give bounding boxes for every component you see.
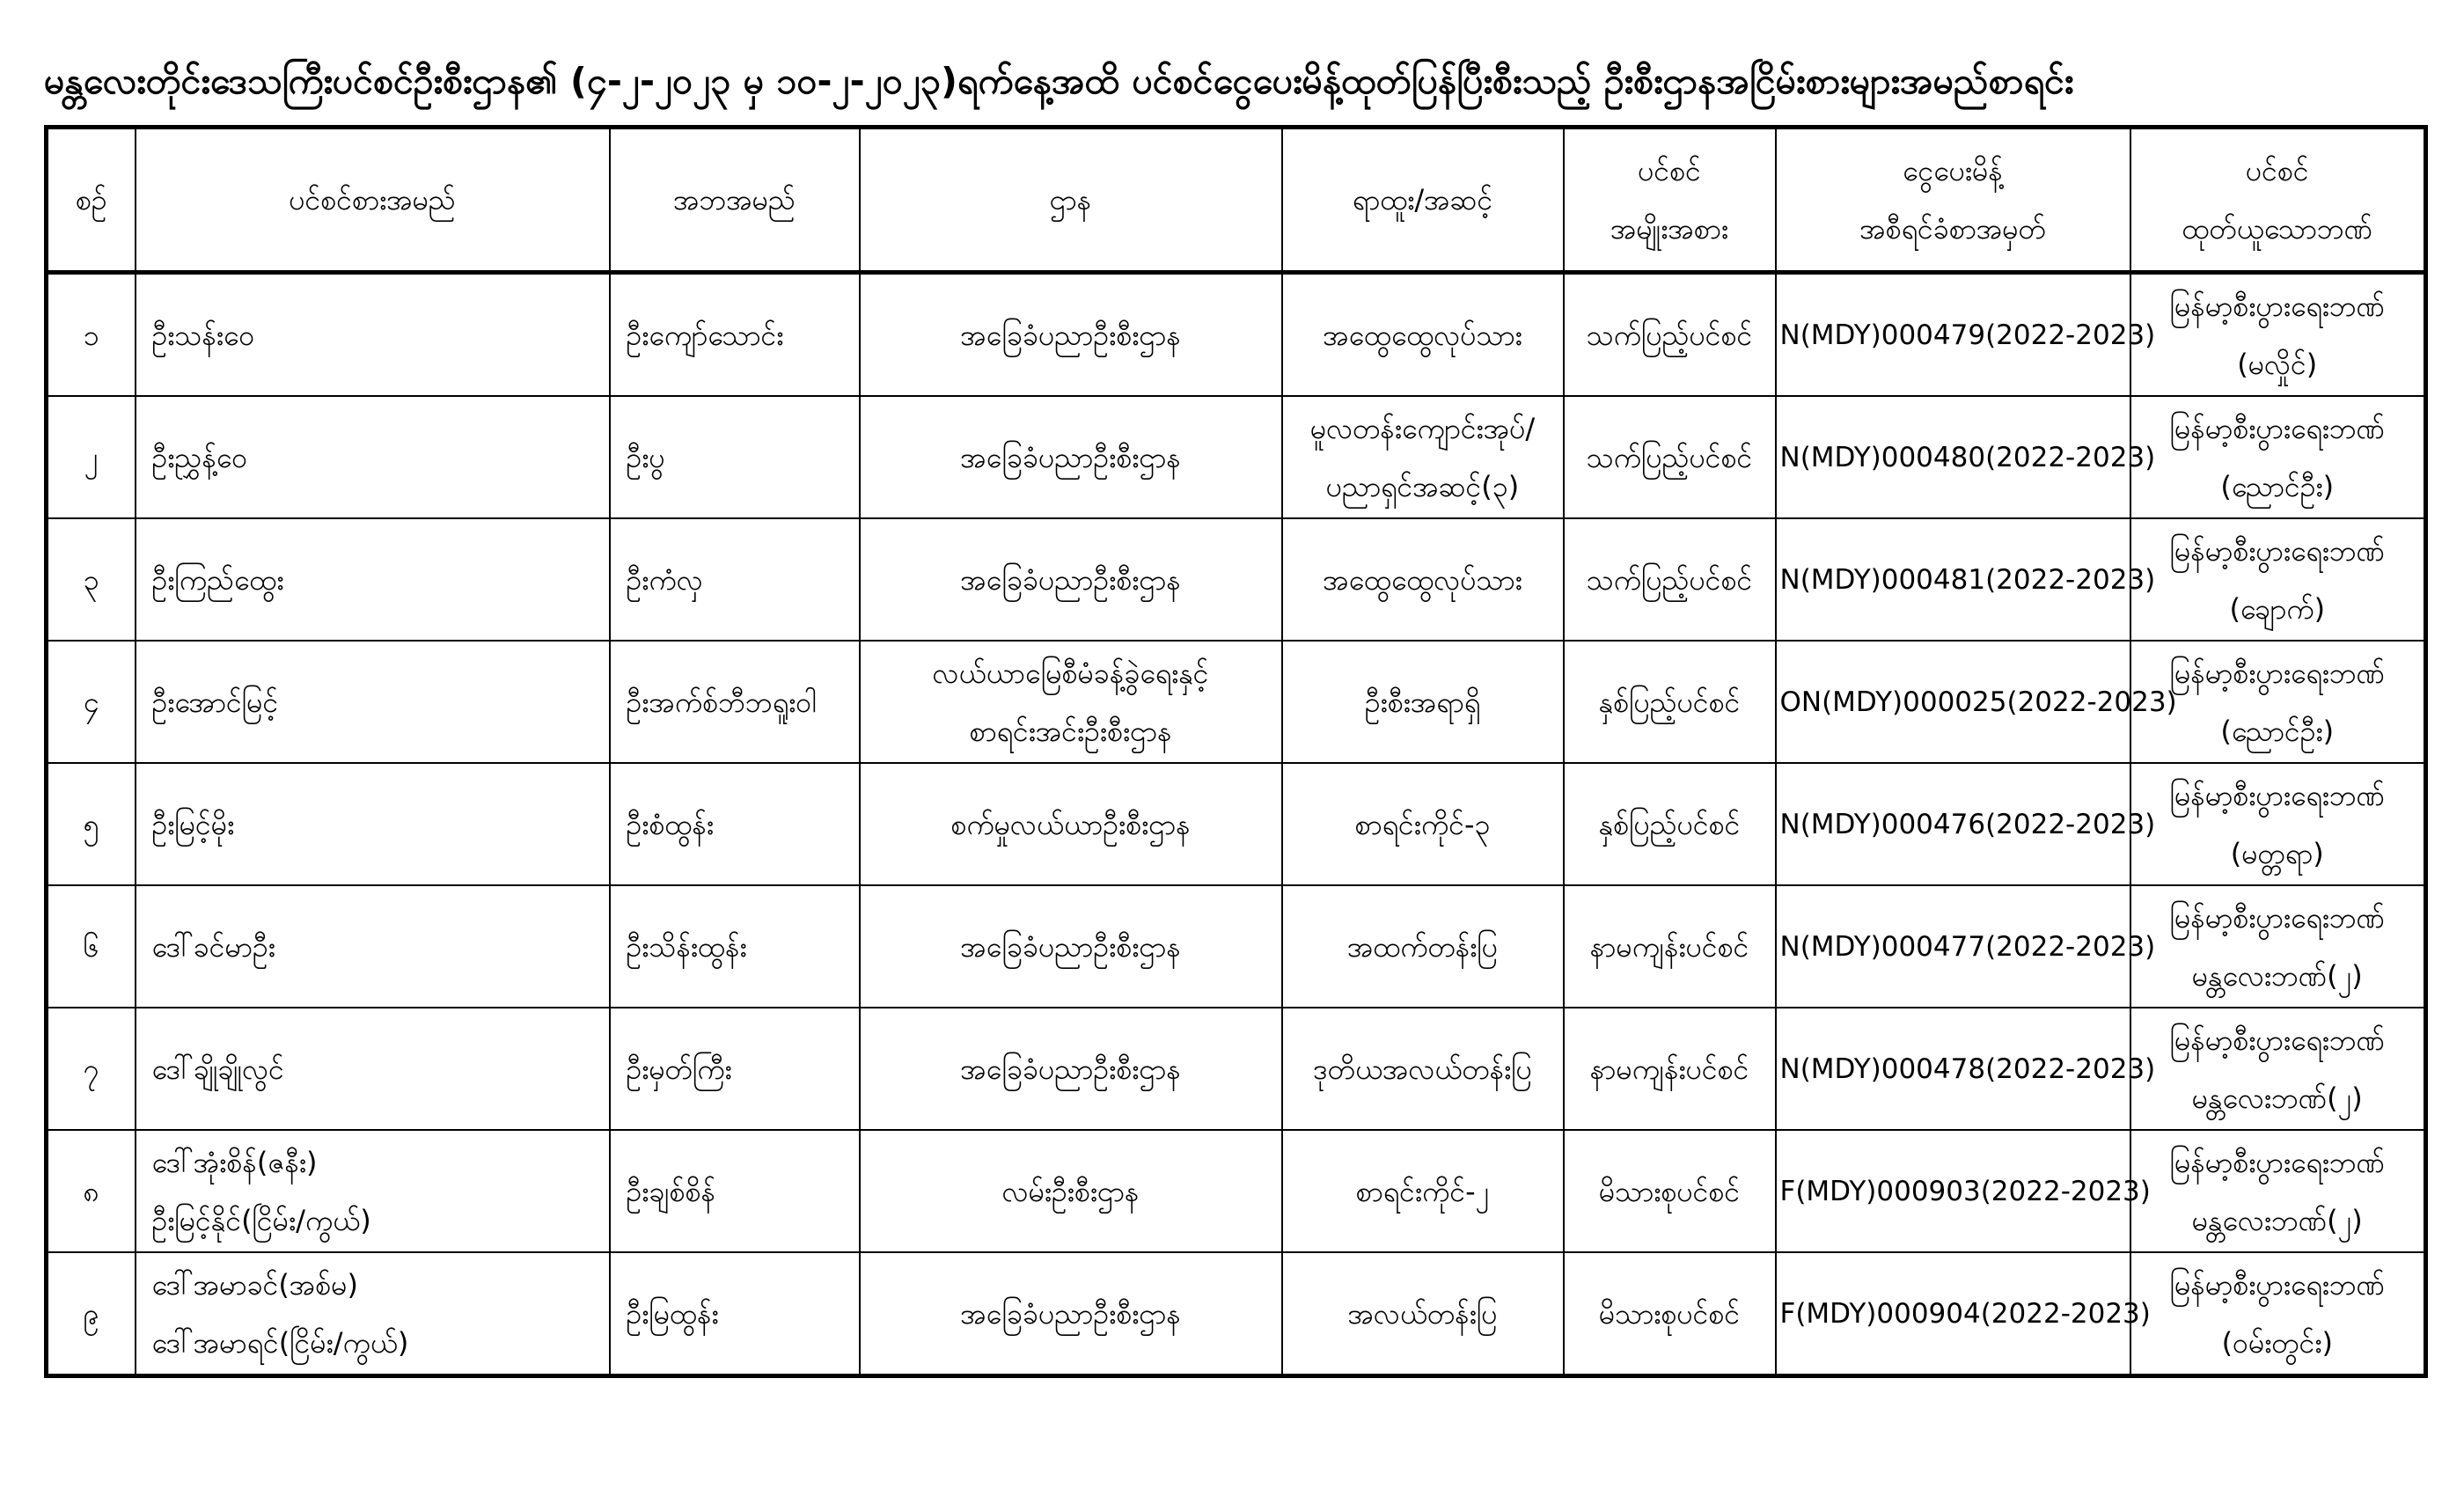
cell-pension-type: သက်ပြည့်ပင်စင် <box>1564 518 1776 641</box>
cell-department-line: အခြေခံပညာဦးစီးဌာန <box>960 440 1181 474</box>
cell-name <box>136 1008 610 1130</box>
cell-department-line: စက်မှုလယ်ယာဦးစီးဌာန <box>950 807 1191 841</box>
cell-bank-line: မန္တလေးဘဏ်(၂) <box>2191 1203 2363 1237</box>
cell-bank-line: မြန်မာ့စီးပွားရေးဘဏ် <box>2169 656 2385 690</box>
table-row <box>47 518 2426 641</box>
cell-name-line: ဒေါ်အမာခင်(အစ်မ) <box>151 1267 358 1302</box>
cell-no: ၁ <box>47 273 136 397</box>
pension-list-table <box>44 125 2428 1378</box>
cell-rank <box>1282 1008 1564 1130</box>
cell-father: ဦးသိန်းထွန်း <box>610 885 860 1008</box>
cell-father: ဦးပွ <box>610 396 860 518</box>
cell-bank <box>2130 518 2426 641</box>
table-row <box>47 641 2426 763</box>
cell-rank-line: ဒုတိယအလယ်တန်းပြ <box>1313 1052 1532 1086</box>
header-bank <box>2130 128 2426 273</box>
cell-rank-line: အထွေထွေလုပ်သား <box>1323 562 1522 597</box>
cell-pension-type: နာမကျန်းပင်စင် <box>1564 885 1776 1008</box>
cell-rank-line: အထက်တန်းပြ <box>1346 929 1499 964</box>
cell-pension-type: မိသားစုပင်စင် <box>1564 1130 1776 1252</box>
table-row <box>47 1130 2426 1252</box>
cell-department <box>860 885 1282 1008</box>
cell-rank-line: မူလတန်းကျောင်းအုပ်/ <box>1309 411 1536 445</box>
cell-order-number: N(MDY)000480(2022-2023) <box>1776 396 2130 518</box>
cell-pension-type: သက်ပြည့်ပင်စင် <box>1564 273 1776 397</box>
cell-department <box>860 763 1282 885</box>
header-rank <box>1282 128 1564 273</box>
cell-department <box>860 641 1282 763</box>
cell-bank-line: မြန်မာ့စီးပွားရေးဘဏ် <box>2169 289 2385 323</box>
header-text-line: ဌာန <box>1049 183 1092 216</box>
header-text-line: စဉ် <box>75 183 107 216</box>
cell-bank <box>2130 273 2426 397</box>
header-order-number <box>1776 128 2130 273</box>
table-header-row <box>47 128 2426 273</box>
document-title: မန္တလေးတိုင်းဒေသကြီးပင်စင်ဦးစီးဌာန၏ (၄-၂-၂၀၂၃ မှ ၁၀-၂-၂၀၂၃)ရက်နေ့အထိ ပင်စင်ငွေပေးမိန့်ထုတ်ပြန်ပြီးစီးသည့် ဦးစီးဌာနအငြိမ်းစားများအမည်စာရင်း <box>44 60 2074 102</box>
cell-rank-line: အထွေထွေလုပ်သား <box>1323 318 1522 352</box>
cell-bank-line: မန္တလေးဘဏ်(၂) <box>2191 1081 2363 1115</box>
table-row <box>47 763 2426 885</box>
header-text-line: ပင်စင်စားအမည် <box>289 183 456 216</box>
cell-rank <box>1282 396 1564 518</box>
table-body <box>47 273 2426 1376</box>
cell-name-line: ဦးမြင့်နိုင်(ငြိမ်း/ကွယ်) <box>151 1203 371 1237</box>
cell-pension-type: မိသားစုပင်စင် <box>1564 1252 1776 1376</box>
cell-bank <box>2130 396 2426 518</box>
cell-department-line: အခြေခံပညာဦးစီးဌာန <box>960 1296 1181 1331</box>
cell-no: ၈ <box>47 1130 136 1252</box>
table-row <box>47 1252 2426 1376</box>
cell-bank-line: (ဝမ်းတွင်း) <box>2221 1325 2333 1360</box>
header-pension-type <box>1564 128 1776 273</box>
header-text-line: အဘအမည် <box>673 183 796 216</box>
cell-rank <box>1282 1130 1564 1252</box>
cell-order-number: F(MDY)000903(2022-2023) <box>1776 1130 2130 1252</box>
cell-rank-line: စာရင်းကိုင်-၂ <box>1355 1174 1490 1208</box>
cell-bank-line: မြန်မာ့စီးပွားရေးဘဏ် <box>2169 1267 2385 1302</box>
cell-name-line: ဒေါ်အုံးစိန်(ဇနီး) <box>151 1145 318 1179</box>
cell-pension-type: နှစ်ပြည့်ပင်စင် <box>1564 641 1776 763</box>
cell-name-line: ဦးအောင်မြင့် <box>151 685 279 719</box>
cell-order-number: N(MDY)000478(2022-2023) <box>1776 1008 2130 1130</box>
table-row <box>47 1008 2426 1130</box>
cell-name <box>136 273 610 397</box>
cell-bank <box>2130 1130 2426 1252</box>
cell-bank <box>2130 763 2426 885</box>
header-text-line: ပင်စင် <box>1638 154 1701 187</box>
cell-rank <box>1282 518 1564 641</box>
cell-department <box>860 1130 1282 1252</box>
cell-name <box>136 641 610 763</box>
cell-rank-line: အလယ်တန်းပြ <box>1347 1296 1498 1331</box>
cell-pension-type: သက်ပြည့်ပင်စင် <box>1564 396 1776 518</box>
cell-bank-line: (မလှိုင်) <box>2237 347 2318 381</box>
cell-name-line: ဦးညွှန့်ဝေ <box>151 440 248 474</box>
cell-order-number: ON(MDY)000025(2022-2023) <box>1776 641 2130 763</box>
cell-bank-line: မြန်မာ့စီးပွားရေးဘဏ် <box>2169 1023 2385 1057</box>
cell-bank-line: မြန်မာ့စီးပွားရေးဘဏ် <box>2169 1145 2385 1179</box>
cell-no: ၄ <box>47 641 136 763</box>
cell-name <box>136 763 610 885</box>
cell-department-line: အခြေခံပညာဦးစီးဌာန <box>960 562 1181 597</box>
cell-rank-line: ဦးစီးအရာရှိ <box>1364 685 1481 719</box>
cell-department-line: လမ်းဦးစီးဌာန <box>1001 1174 1140 1208</box>
header-no <box>47 128 136 273</box>
cell-father: ဦးကံလှ <box>610 518 860 641</box>
cell-rank <box>1282 885 1564 1008</box>
cell-bank-line: မြန်မာ့စီးပွားရေးဘဏ် <box>2169 900 2385 935</box>
header-text-line: ရာထူး/အဆင့် <box>1352 183 1493 216</box>
cell-department-line: စာရင်းအင်းဦးစီးဌာန <box>969 714 1172 748</box>
cell-name <box>136 1130 610 1252</box>
cell-no: ၂ <box>47 396 136 518</box>
cell-name-line: ဦးကြည်ထွေး <box>151 562 284 597</box>
cell-order-number: F(MDY)000904(2022-2023) <box>1776 1252 2130 1376</box>
cell-no: ၅ <box>47 763 136 885</box>
cell-father: ဦးစံထွန်း <box>610 763 860 885</box>
cell-no: ၇ <box>47 1008 136 1130</box>
cell-name <box>136 396 610 518</box>
cell-rank <box>1282 1252 1564 1376</box>
cell-bank-line: (ညောင်ဦး) <box>2220 469 2335 503</box>
cell-father: ဦးမှတ်ကြီး <box>610 1008 860 1130</box>
cell-father: ဦးချစ်စိန် <box>610 1130 860 1252</box>
cell-department <box>860 518 1282 641</box>
cell-bank-line: မြန်မာ့စီးပွားရေးဘဏ် <box>2169 778 2385 812</box>
cell-rank-line: ပညာရှင်အဆင့်(၃) <box>1325 469 1520 503</box>
cell-order-number: N(MDY)000481(2022-2023) <box>1776 518 2130 641</box>
header-name <box>136 128 610 273</box>
cell-bank-line: (မတ္တရာ) <box>2230 836 2324 870</box>
cell-order-number: N(MDY)000479(2022-2023) <box>1776 273 2130 397</box>
cell-department <box>860 273 1282 397</box>
cell-bank-line: (ချောက်) <box>2229 591 2326 626</box>
cell-rank <box>1282 641 1564 763</box>
cell-name <box>136 885 610 1008</box>
table-row <box>47 273 2426 397</box>
cell-pension-type: နာမကျန်းပင်စင် <box>1564 1008 1776 1130</box>
cell-department <box>860 1252 1282 1376</box>
cell-name-line: ဦးသန်းဝေ <box>151 318 255 352</box>
cell-rank-line: စာရင်းကိုင်-၃ <box>1354 807 1491 841</box>
cell-department-line: အခြေခံပညာဦးစီးဌာန <box>960 929 1181 964</box>
cell-name <box>136 518 610 641</box>
cell-department <box>860 396 1282 518</box>
cell-name <box>136 1252 610 1376</box>
cell-name-line: ဒေါ်အမာရင်(ငြိမ်း/ကွယ်) <box>151 1325 409 1360</box>
cell-bank-line: မန္တလေးဘဏ်(၂) <box>2191 958 2363 993</box>
header-text-line: ပင်စင် <box>2245 154 2309 187</box>
cell-pension-type: နှစ်ပြည့်ပင်စင် <box>1564 763 1776 885</box>
cell-father: ဦးမြထွန်း <box>610 1252 860 1376</box>
header-text-line: ငွေပေးမိန့် <box>1903 154 2003 187</box>
cell-name-line: ဒေါ်ခင်မာဦး <box>151 929 275 964</box>
cell-no: ၉ <box>47 1252 136 1376</box>
header-text-line: အမျိုးအစား <box>1610 212 1729 246</box>
cell-order-number: N(MDY)000476(2022-2023) <box>1776 763 2130 885</box>
cell-bank-line: မြန်မာ့စီးပွားရေးဘဏ် <box>2169 533 2385 568</box>
table-row <box>47 885 2426 1008</box>
cell-order-number: N(MDY)000477(2022-2023) <box>1776 885 2130 1008</box>
cell-department-line: အခြေခံပညာဦးစီးဌာန <box>960 318 1181 352</box>
cell-name-line: ဒေါ်ချိုချိုလွင် <box>151 1052 284 1086</box>
header-text-line: အစီရင်ခံစာအမှတ် <box>1859 212 2046 246</box>
cell-father: ဦးကျော်သောင်း <box>610 273 860 397</box>
header-father <box>610 128 860 273</box>
cell-father: ဦးအက်စ်ဘီဘရူးဝါ <box>610 641 860 763</box>
cell-department-line: အခြေခံပညာဦးစီးဌာန <box>960 1052 1181 1086</box>
cell-department <box>860 1008 1282 1130</box>
cell-no: ၆ <box>47 885 136 1008</box>
cell-bank-line: မြန်မာ့စီးပွားရေးဘဏ် <box>2169 411 2385 445</box>
table-row <box>47 396 2426 518</box>
cell-bank <box>2130 1008 2426 1130</box>
cell-bank-line: (ညောင်ဦး) <box>2220 714 2335 748</box>
cell-no: ၃ <box>47 518 136 641</box>
cell-rank <box>1282 763 1564 885</box>
cell-department-line: လယ်ယာမြေစီမံခန့်ခွဲရေးနှင့် <box>932 656 1209 690</box>
cell-bank <box>2130 885 2426 1008</box>
header-department <box>860 128 1282 273</box>
cell-bank <box>2130 1252 2426 1376</box>
cell-rank <box>1282 273 1564 397</box>
cell-name-line: ဦးမြင့်မိုး <box>151 807 235 841</box>
header-text-line: ထုတ်ယူသောဘဏ် <box>2182 212 2372 246</box>
